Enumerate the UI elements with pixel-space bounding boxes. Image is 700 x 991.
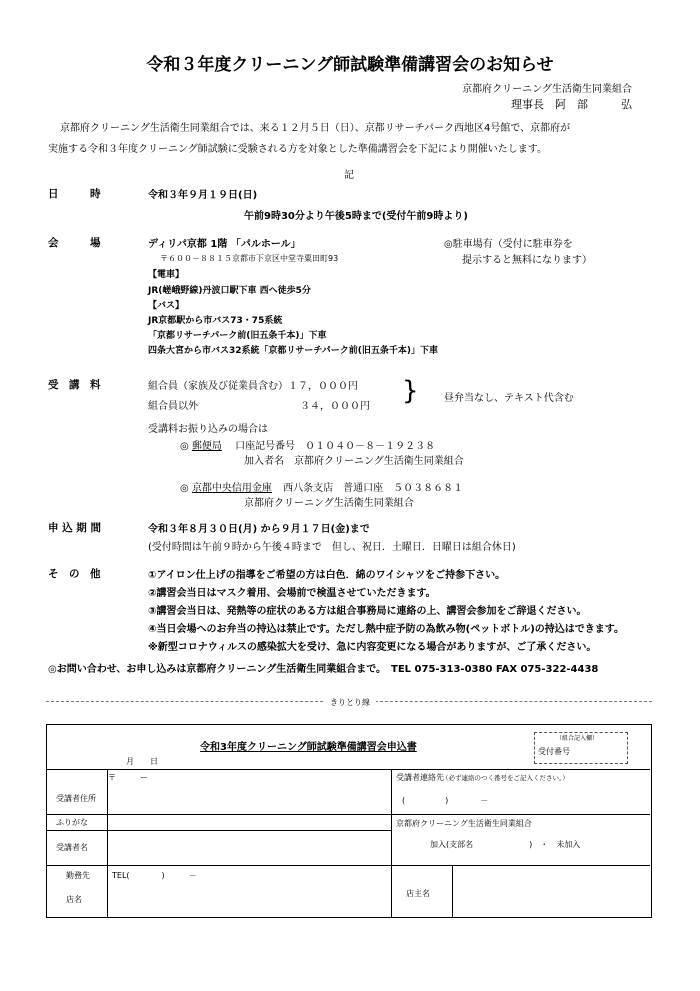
other-label: そ の 他 [48, 568, 101, 580]
address-label: 受講者住所 [56, 794, 96, 803]
shinkin-mark: ◎ [180, 483, 189, 494]
cut-label [0, 697, 700, 708]
date-day: 令和３年９月１９日(日) [148, 190, 258, 201]
form-title: 令和3年度クリーニング師試験準備講習会申込書 [200, 742, 417, 753]
venue-parking: ◎駐車場有（受付に駐車券を [444, 239, 573, 250]
postal-bank: 郵便局 [191, 441, 222, 452]
owner-label: 店主名 [406, 889, 430, 898]
form-rule [47, 769, 650, 770]
fee-brace: } [402, 376, 419, 406]
union-label: 京都府クリーニング生活衛生同業組合 [396, 819, 532, 828]
shinkin-holder: 京都府クリーニング生活衛生同業組合 [244, 498, 414, 509]
other-item: ④当日会場へのお弁当の持込は禁止です。ただし熱中症予防の為飲み物(ペットボトル)の持込はできます。 [148, 624, 625, 635]
intro-line: 京都府クリーニング生活衛生同業組合では、来る１２月５日（日）、京都リサーチパーク西地区4号館で、京都府が [60, 123, 571, 134]
form-date-line: 月 日 [126, 757, 158, 766]
date-label: 日 時 [48, 188, 101, 200]
phone-field[interactable]: ( ) － [402, 796, 489, 805]
fee-nonmember-amount: ３４，０００円 [300, 401, 370, 412]
postal-mark: ◎ [180, 441, 189, 452]
stamp-label: 受付番号 [538, 747, 570, 756]
name-label: 受講者名 [56, 843, 88, 852]
intro-paragraph [48, 118, 658, 160]
shinkin-account-number: 西八条支店 普通口座 ５０３８６８１ [283, 483, 464, 494]
access-bus-line-2: 四条大宮から市バス32系統「京都リサーチパーク前(旧五条千本)」下車 [148, 346, 439, 356]
form-rule [452, 865, 453, 917]
form-rule [47, 830, 391, 831]
fee-label: 受 講 料 [48, 379, 101, 391]
form-rule [107, 769, 108, 917]
furigana-label: ふりがな [56, 818, 88, 827]
period-label: 申 込 期 間 [48, 522, 101, 534]
intro-line: 実施する令和３年度クリーニング師試験に受験される方を対象とした準備講習会を下記により開催いたします。 [48, 144, 547, 155]
shop-label: 店名 [66, 895, 82, 904]
tel-field[interactable]: TEL( ) － [112, 871, 197, 880]
shinkin-bank: 京都中央信用金庫 [191, 483, 272, 494]
sender-org: 京都府クリーニング生活衛生同業組合 [462, 84, 632, 95]
sender-chair: 理事長 阿 部 弘 [511, 98, 632, 111]
access-bus-line: JR京都駅から市バス73・75系統 [148, 316, 283, 326]
access-train-heading: 【電車】 [148, 270, 185, 280]
access-bus-heading: 【バス】 [148, 301, 185, 311]
contact-note: （必ず連絡のつく番号をご記入ください。） [442, 774, 569, 782]
venue-label: 会 場 [48, 237, 101, 249]
employer-label: 勤務先 [66, 871, 90, 880]
venue-parking-note: 提示すると無料になります） [462, 255, 592, 266]
form-rule [47, 865, 650, 866]
transfer-intro: 受講料お振り込みの場合は [148, 424, 268, 435]
membership-field[interactable]: 加入(支部名 ) ・ 未加入 [430, 840, 581, 849]
form-rule [391, 769, 392, 917]
contact-line: ◎お問い合わせ、お申し込みは京都府クリーニング生活衛生同業組合まで。 TEL 075-313-0380 FAX 075-322-4438 [48, 664, 599, 675]
other-item: ③講習会当日は、発熱等の症状のある方は組合事務局に連絡の上、講習会参加をご辞退ください。 [148, 606, 587, 617]
stamp-note: （組合記入欄） [556, 735, 599, 742]
other-item: ①アイロン仕上げの指導をご希望の方は白色．綿のワイシャツをご持参下さい。 [148, 570, 506, 581]
fee-nonmember-label: 組合員以外 [148, 401, 198, 412]
contact-label: 受講者連絡先 [396, 773, 444, 782]
fee-member: 組合員（家族及び従業員含む）１７，０００円 [148, 381, 358, 392]
shinkin-account [180, 479, 463, 494]
access-bus-stop: 「京都リサーチパーク前(旧五条千本)」下車 [148, 331, 327, 341]
postal-holder: 加入者名 京都府クリーニング生活衛生同業組合 [244, 456, 464, 467]
postal-code-field[interactable]: 〒 ー [108, 773, 148, 782]
date-time: 午前9時30分より午後5時まで(受付午前9時より) [244, 211, 468, 222]
fee-note: 昼弁当なし、テキスト代含む [444, 393, 574, 404]
venue-address: 〒６００－８８１５京都市下京区中堂寺粟田町93 [160, 254, 339, 263]
form-rule [47, 814, 650, 815]
page-title: 令和３年度クリーニング師試験準備講習会のお知らせ [146, 55, 554, 75]
cut-label-text: きりとり線 [324, 698, 376, 707]
venue-name: ディリパ京都 1階 「パルホール」 [148, 239, 301, 250]
postal-account [180, 437, 435, 452]
access-train-line: JR(嵯峨野線)丹波口駅下車 西へ徒歩5分 [148, 286, 311, 296]
period-dates: 令和３年８月３０日(月) から９月１７日(金)まで [148, 524, 370, 535]
ki-marker: 記 [344, 170, 354, 181]
period-hours: (受付時間は午前９時から午後４時まで 但し、祝日．土曜日．日曜日は組合休日) [148, 542, 516, 553]
other-item: ②講習会当日はマスク着用、会場前で検温させていただきます。 [148, 588, 436, 599]
postal-account-number: 口座記号番号 ０１０４０－８－１９２３８ [235, 441, 436, 452]
other-item: ※新型コロナウィルスの感染拡大を受け、急に内容変更になる場合がありますが、ご了承ください。 [148, 642, 597, 653]
